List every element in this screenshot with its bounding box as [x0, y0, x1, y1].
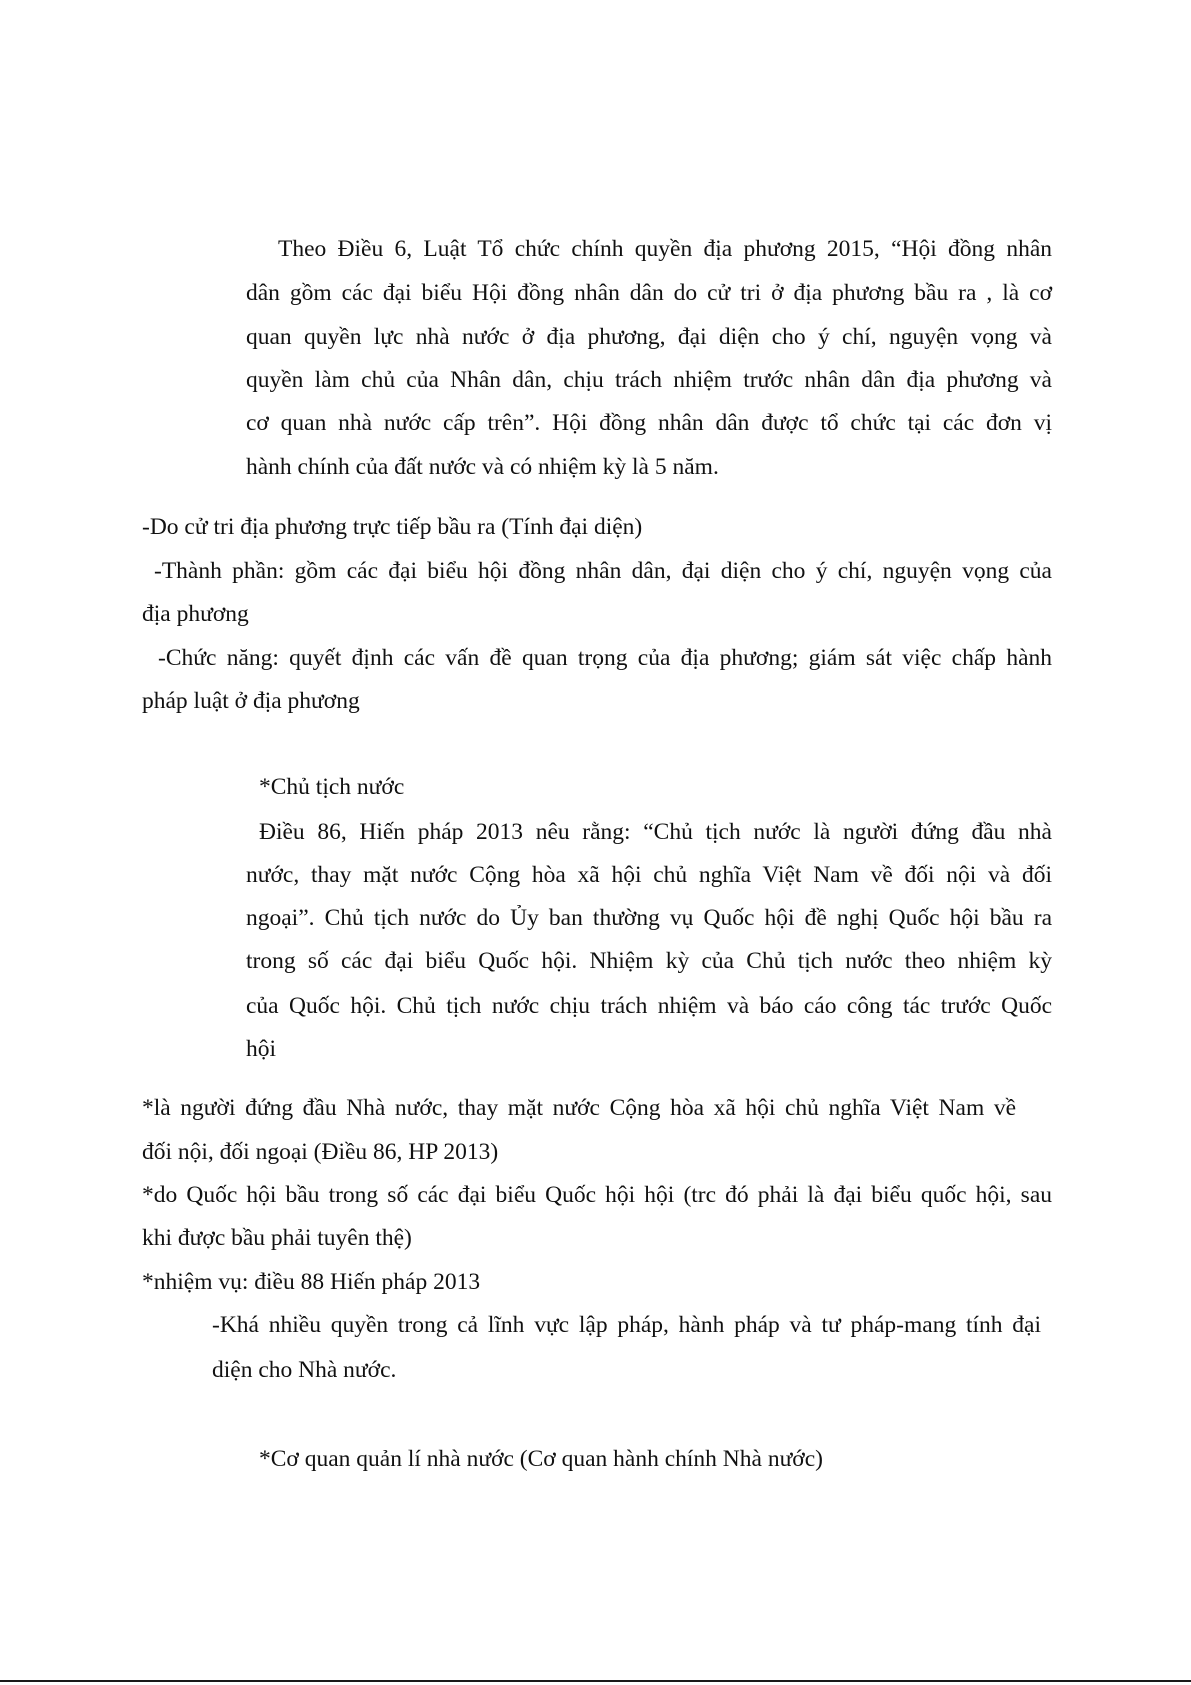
- note-line: *là người đứng đầu Nhà nước, thay mặt nước Cộng hòa xã hội chủ nghĩa Việt Nam về: [142, 1095, 1016, 1121]
- note-line: *do Quốc hội bầu trong số các đại biểu Quốc hội hội (trc đó phải là đại biểu quốc hội, sau: [142, 1182, 1052, 1208]
- note-line: khi được bầu phải tuyên thệ): [142, 1225, 412, 1251]
- paragraph-line: nước, thay mặt nước Cộng hòa xã hội chủ nghĩa Việt Nam về đối nội và đối: [246, 862, 1052, 888]
- note-line: địa phương: [142, 601, 249, 627]
- paragraph-line: hành chính của đất nước và có nhiệm kỳ là 5 năm.: [246, 454, 719, 480]
- note-line: -Chức năng: quyết định các vấn đề quan trọng của địa phương; giám sát việc chấp hành: [158, 645, 1052, 671]
- note-line: -Do cử tri địa phương trực tiếp bầu ra (Tính đại diện): [142, 514, 643, 540]
- paragraph-line: Theo Điều 6, Luật Tổ chức chính quyền địa phương 2015, “Hội đồng nhân: [278, 236, 1052, 262]
- paragraph-line: của Quốc hội. Chủ tịch nước chịu trách nhiệm và báo cáo công tác trước Quốc: [246, 993, 1052, 1019]
- heading-co-quan-quan-li: *Cơ quan quản lí nhà nước (Cơ quan hành chính Nhà nước): [259, 1446, 823, 1472]
- note-line: diện cho Nhà nước.: [212, 1357, 397, 1383]
- paragraph-line: quyền làm chủ của Nhân dân, chịu trách nhiệm trước nhân dân địa phương và: [246, 367, 1052, 393]
- note-line: đối nội, đối ngoại (Điều 86, HP 2013): [142, 1139, 499, 1165]
- paragraph-line: hội: [246, 1036, 277, 1062]
- paragraph-line: cơ quan nhà nước cấp trên”. Hội đồng nhân dân được tổ chức tại các đơn vị: [246, 410, 1052, 436]
- note-line: pháp luật ở địa phương: [142, 688, 360, 714]
- page-bottom-rule: [0, 1680, 1191, 1682]
- paragraph-line: Điều 86, Hiến pháp 2013 nêu rằng: “Chủ tịch nước là người đứng đầu nhà: [259, 819, 1052, 845]
- paragraph-line: trong số các đại biểu Quốc hội. Nhiệm kỳ của Chủ tịch nước theo nhiệm kỳ: [246, 948, 1052, 974]
- note-line: -Thành phần: gồm các đại biểu hội đồng nhân dân, đại diện cho ý chí, nguyện vọng của: [154, 558, 1052, 584]
- paragraph-line: dân gồm các đại biểu Hội đồng nhân dân do cử tri ở địa phương bầu ra , là cơ: [246, 280, 1052, 306]
- paragraph-line: ngoại”. Chủ tịch nước do Ủy ban thường vụ Quốc hội đề nghị Quốc hội bầu ra: [246, 905, 1052, 931]
- note-line: *nhiệm vụ: điều 88 Hiến pháp 2013: [142, 1269, 481, 1295]
- paragraph-line: quan quyền lực nhà nước ở địa phương, đại diện cho ý chí, nguyện vọng và: [246, 324, 1052, 350]
- heading-chu-tich-nuoc: *Chủ tịch nước: [259, 774, 405, 800]
- note-line: -Khá nhiều quyền trong cả lĩnh vực lập pháp, hành pháp và tư pháp-mang tính đại: [212, 1312, 1041, 1338]
